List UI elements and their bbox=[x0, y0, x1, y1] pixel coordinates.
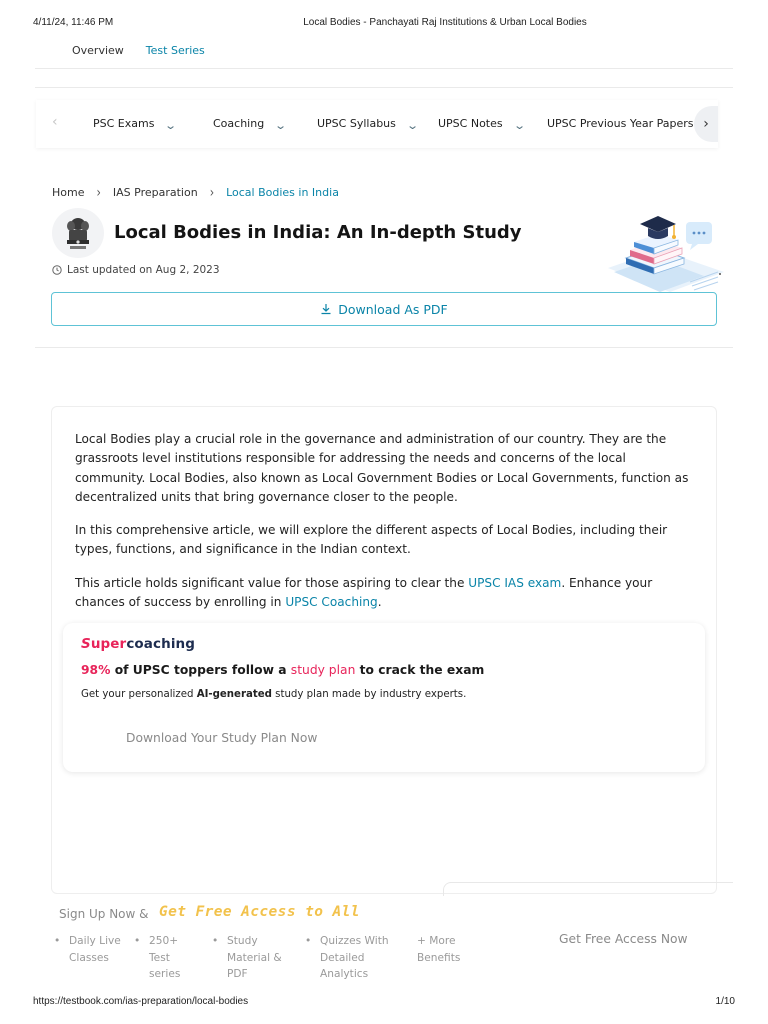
chevron-right-icon: › bbox=[96, 184, 101, 201]
download-pdf-button[interactable] bbox=[51, 292, 717, 326]
breadcrumb bbox=[52, 186, 339, 199]
category-nav bbox=[36, 100, 718, 148]
last-updated-text: Last updated on Aug 2, 2023 bbox=[67, 264, 220, 276]
nav-item-upsc-syllabus[interactable] bbox=[317, 117, 417, 130]
breadcrumb-home[interactable]: Home bbox=[52, 186, 85, 199]
tab-test-series[interactable]: Test Series bbox=[145, 44, 205, 57]
chevron-down-icon: ⌄ bbox=[164, 119, 178, 132]
subtext: Get your personalized bbox=[81, 689, 197, 700]
last-updated bbox=[52, 264, 220, 276]
free-access-highlight: Get Free Access to All bbox=[159, 904, 360, 920]
download-study-plan-button[interactable]: Download Your Study Plan Now bbox=[126, 731, 318, 745]
upsc-coaching-link[interactable]: UPSC Coaching bbox=[285, 595, 378, 610]
benefit-line: PDF bbox=[227, 968, 248, 980]
national-emblem-icon bbox=[52, 208, 104, 258]
top-tabs bbox=[72, 44, 205, 57]
headline-percent: 98% bbox=[81, 663, 111, 677]
headline-text: to crack the exam bbox=[355, 663, 485, 677]
paragraph-text: . bbox=[377, 595, 382, 610]
logo-letter: S bbox=[81, 636, 91, 652]
article-paragraph bbox=[75, 574, 695, 613]
supercoaching-logo bbox=[81, 636, 195, 652]
supercoaching-subtext bbox=[81, 689, 466, 700]
supercoaching-headline bbox=[81, 663, 484, 677]
benefit-line: Classes bbox=[69, 951, 109, 964]
chevron-down-icon: ⌄ bbox=[274, 119, 288, 132]
benefit-line: Daily Live bbox=[69, 935, 121, 947]
study-plan-link[interactable]: study plan bbox=[290, 663, 356, 677]
print-document-title: Local Bodies - Panchayati Raj Institutions & Urban Local Bodies bbox=[303, 17, 587, 28]
headline-text: of UPSC toppers follow a bbox=[110, 663, 291, 677]
article-body bbox=[75, 430, 695, 626]
bullet-icon: • bbox=[54, 935, 61, 947]
upsc-ias-exam-link[interactable]: UPSC IAS exam bbox=[468, 575, 562, 590]
more-benefits-line: + More bbox=[417, 935, 456, 947]
chevron-down-icon: ⌄ bbox=[512, 119, 526, 132]
chevron-right-icon[interactable]: › bbox=[694, 106, 718, 142]
benefit-item bbox=[305, 933, 389, 983]
chevron-left-icon[interactable]: ‹ bbox=[52, 114, 58, 130]
benefit-line: Material & bbox=[227, 951, 282, 964]
benefit-line: series bbox=[149, 968, 181, 980]
divider bbox=[35, 68, 733, 69]
benefit-item bbox=[134, 933, 181, 983]
signup-lead: Sign Up Now & bbox=[59, 907, 149, 921]
download-icon bbox=[320, 303, 332, 315]
breadcrumb-ias-preparation[interactable]: IAS Preparation bbox=[112, 186, 198, 199]
benefit-item bbox=[54, 933, 121, 966]
get-free-access-button[interactable]: Get Free Access Now bbox=[559, 932, 688, 946]
nav-item-coaching[interactable] bbox=[213, 117, 288, 132]
nav-item-label: UPSC Notes bbox=[438, 117, 503, 130]
tab-overview[interactable]: Overview bbox=[72, 44, 124, 57]
chevron-down-icon: ⌄ bbox=[406, 119, 419, 132]
nav-item-label: PSC Exams bbox=[93, 117, 155, 130]
paragraph-text: This article holds significant value for those aspiring to clear the bbox=[75, 575, 469, 590]
nav-item-label: UPSC Previous Year Papers bbox=[547, 117, 694, 130]
chevron-right-icon: › bbox=[209, 184, 215, 201]
paragraph-text: . Enhance your chances of success by enrolling in bbox=[75, 575, 653, 610]
nav-item-upsc-notes[interactable] bbox=[438, 117, 524, 130]
benefit-line: Quizzes With bbox=[320, 935, 389, 947]
article-paragraph: In this comprehensive article, we will explore the different aspects of Local Bodies, including their types, functions, and significance in the Indian context. bbox=[75, 523, 668, 557]
benefit-line: Study bbox=[227, 935, 258, 947]
print-page-number: 1/10 bbox=[715, 996, 735, 1007]
subtext-bold: AI-generated bbox=[196, 689, 272, 700]
bullet-icon: • bbox=[212, 935, 219, 947]
nav-item-upsc-previous-year-papers[interactable] bbox=[547, 117, 694, 130]
download-pdf-label: Download As PDF bbox=[338, 301, 448, 317]
more-benefits-line: Benefits bbox=[417, 951, 461, 964]
nav-item-label: UPSC Syllabus bbox=[317, 117, 396, 130]
page-title: Local Bodies in India: An In-depth Study bbox=[114, 222, 522, 243]
benefit-item bbox=[212, 933, 282, 983]
clock-icon bbox=[52, 265, 62, 275]
benefit-line: Test bbox=[149, 951, 170, 964]
nav-item-psc-exams[interactable] bbox=[93, 117, 176, 130]
divider bbox=[35, 87, 733, 88]
print-timestamp: 4/11/24, 11:46 PM bbox=[33, 17, 114, 28]
divider bbox=[35, 347, 733, 348]
bullet-icon: • bbox=[134, 935, 141, 947]
nav-item-label: Coaching bbox=[213, 117, 265, 130]
benefit-line: Analytics bbox=[320, 968, 369, 980]
floating-card-edge bbox=[443, 882, 733, 896]
logo-text: coaching bbox=[126, 636, 196, 652]
breadcrumb-current: Local Bodies in India bbox=[226, 186, 339, 199]
more-benefits bbox=[417, 933, 460, 966]
print-url: https://testbook.com/ias-preparation/local-bodies bbox=[33, 996, 249, 1007]
benefit-line: Detailed bbox=[320, 951, 365, 964]
benefit-line: 250+ bbox=[149, 935, 179, 947]
article-paragraph: Local Bodies play a crucial role in the governance and administration of our country. They are the grassroots level institutions responsible for addressing the needs and concerns of the local community. Local Bodies, also known as Local Government Bodies or Local Governments, function as decentralized units that bring governance closer to the people. bbox=[75, 432, 689, 504]
subtext: study plan made by industry experts. bbox=[271, 689, 467, 700]
logo-text: uper bbox=[90, 636, 127, 652]
bullet-icon: • bbox=[305, 935, 312, 947]
